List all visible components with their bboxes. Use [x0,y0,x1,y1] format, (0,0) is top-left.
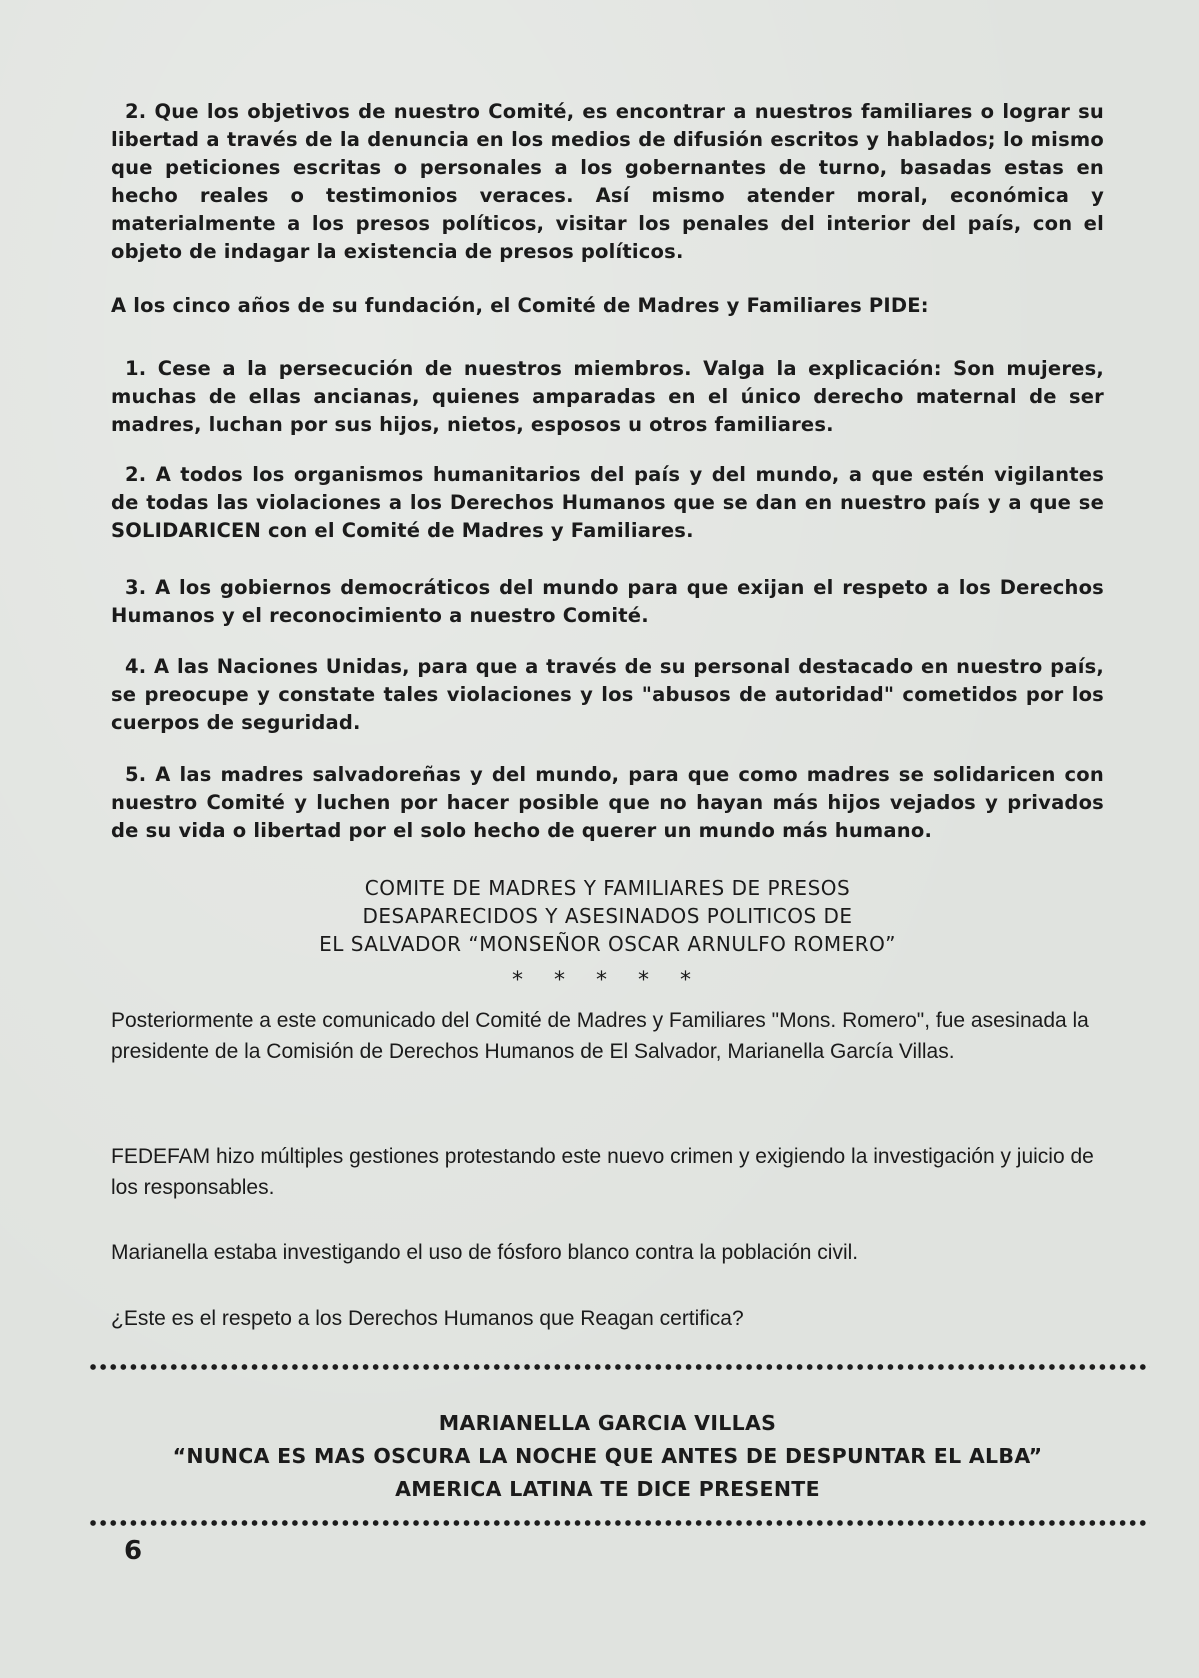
closing-name: MARIANELLA GARCIA VILLAS [438,1411,777,1435]
demand-item-5: 5. A las madres salvadoreñas y del mundo, para que como madres se solidaricen con nuestro Comité y luchen por hacer posible que no hayan más hijos vejados y privados de su vida o libertad por el solo hecho de querer un mundo más humano. [111,763,1104,842]
intro-pide-line: A los cinco años de su fundación, el Comité de Madres y Familiares PIDE: [111,294,929,317]
closing-presente: AMERICA LATINA TE DICE PRESENTE [395,1477,820,1501]
signature-line-3: EL SALVADOR “MONSEÑOR OSCAR ARNULFO ROMERO” [319,932,896,956]
signature-line-1: COMITE DE MADRES Y FAMILIARES DE PRESOS [364,876,851,900]
demand-goal-paragraph: 2. Que los objetivos de nuestro Comité, es encontrar a nuestros familiares o lograr su libertad a través de la denuncia en los medios de difusión escritos y hablados; lo mismo que peticiones escritas o personales a los gobernantes de turno, basadas estas en hecho reales o testimonios veraces. Así mismo atender moral, económica y materialmente a los presos políticos, visitar los penales del interior del país, con el objeto de indagar la existencia de presos políticos. [111,100,1104,263]
postscript-paragraph-2: FEDEFAM hizo múltiples gestiones protestando este nuevo crimen y exigiendo la investigación y juicio de los responsables. [111,1145,1094,1199]
postscript-paragraph-1: Posteriormente a este comunicado del Comité de Madres y Familiares "Mons. Romero", fue asesinada la presidente de la Comisión de Derechos Humanos de El Salvador, Marianella García Villas. [111,1009,1089,1063]
star-separator: * * * * * [512,968,703,993]
demand-item-3: 3. A los gobiernos democráticos del mundo para que exijan el respeto a los Derechos Humanos y el reconocimiento a nuestro Comité. [111,576,1104,627]
signature-line-2: DESAPARECIDOS Y ASESINADOS POLITICOS DE [362,904,853,928]
postscript-question: ¿Este es el respeto a los Derechos Humanos que Reagan certifica? [111,1307,744,1330]
demand-item-1: 1. Cese a la persecución de nuestros miembros. Valga la explicación: Son mujeres, muchas de ellas ancianas, quienes amparadas en el único derecho maternal de ser madres, luchan por sus hijos, nietos, esposos u otros familiares. [111,357,1104,436]
demand-item-2: 2. A todos los organismos humanitarios del país y del mundo, a que estén vigilantes de todas las violaciones a los Derechos Humanos que se dan en nuestro país y a que se SOLIDARICEN con el Comité de Madres y Familiares. [111,463,1104,542]
closing-quote: “NUNCA ES MAS OSCURA LA NOCHE QUE ANTES DE DESPUNTAR EL ALBA” [172,1444,1043,1468]
postscript-paragraph-3: Marianella estaba investigando el uso de fósforo blanco contra la población civil. [111,1241,859,1264]
page-number: 6 [124,1536,143,1566]
demand-item-4: 4. A las Naciones Unidas, para que a través de su personal destacado en nuestro país, se preocupe y constate tales violaciones y los "abusos de autoridad" cometidos por los cuerpos de seguridad. [111,655,1104,734]
dotted-divider-top [88,1363,1150,1371]
dotted-divider-bottom [88,1519,1150,1527]
